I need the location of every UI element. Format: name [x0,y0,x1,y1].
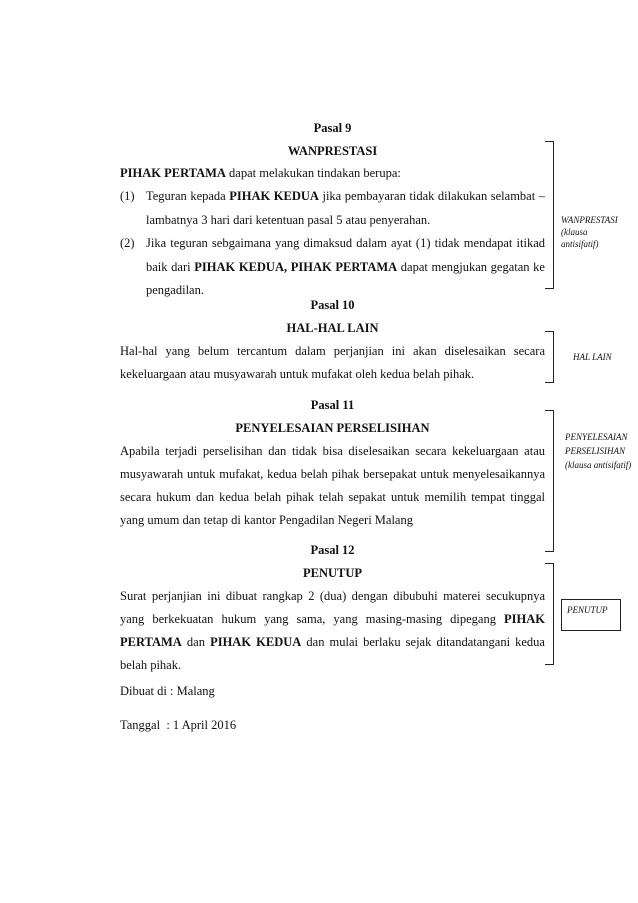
item-text: jika pembayaran tidak dilakukan selambat – lambatnya 3 hari dari ketentuan pasal 5 atau penyerahan. [146,189,545,227]
bracket-wanprestasi [545,141,554,289]
pasal-11-subtitle: PENYELESAIAN PERSELISIHAN [235,421,430,435]
item-number: (1) [120,189,135,203]
party-two-bold: PIHAK KEDUA [229,189,319,203]
party-one-bold: PIHAK PERTAMA [120,166,226,180]
item-text: Teguran kepada [146,189,230,203]
item-text: dapat mengjukan gegatan ke pengadilan. [146,259,545,297]
bracket-penutup [545,563,554,665]
party-one-bold: PIHAK PERTAMA [120,612,545,649]
pasal-9-item-2 [120,232,545,303]
body-text: Surat perjanjian ini dibuat rangkap 2 (dua) dengan dibubuhi materei secukupnya yang berkekuatan hukum yang sama, yang masing-masing dipegang [120,589,545,626]
body-text: dan [181,635,211,649]
annotation-penyelesaian [565,430,631,472]
annotation-text: (klausa antisifatif) [565,460,632,470]
parties-bold: PIHAK KEDUA, PIHAK PERTAMA [194,259,398,274]
pasal-10-subtitle: HAL-HAL LAIN [286,321,379,335]
pasal-12-body [120,585,545,677]
bracket-hal-lain [545,331,554,383]
annotation-text: PERSELISIHAN [565,446,625,456]
annotation-text: PENYELESAIAN [565,432,628,442]
pasal-9-title: Pasal 9 [313,121,352,135]
body-text: dan mulai berlaku sejak ditandatangani kedua belah pihak. [120,635,545,672]
party-two-bold: PIHAK KEDUA [210,635,302,649]
bracket-penyelesaian [545,410,554,552]
item-text: Jika teguran sebgaimana yang dimaksud dalam ayat (1) tidak mendapat itikad baik dari [146,236,545,274]
pasal-10-body: Hal-hal yang belum tercantum dalam perjanjian ini akan diselesaikan secara kekeluargaan atau musyawarah untuk mufakat oleh kedua belah pihak. [120,344,545,381]
place-line: Dibuat di : Malang [120,684,215,698]
annotation-text: WANPRESTASI [561,215,618,225]
annotation-hal-lain: HAL LAIN [573,352,612,362]
pasal-11-title: Pasal 11 [310,398,355,412]
pasal-9-intro-text: dapat melakukan tindakan berupa: [225,166,401,180]
pasal-11-body: Apabila terjadi perselisihan dan tidak bisa diselesaikan secara kekeluargaan atau musyawarah untuk mufakat, kedua belah pihak bersepakat untuk menyelesaikannya secara hukum dan kedua belah pihak telah sepakat untuk memilih tempat tinggal yang umum dan tetap di kantor Pengadilan Negeri Malang [120,444,545,527]
annotation-text: (klausa [561,227,588,237]
annotation-text: antisifatif) [561,239,599,249]
date-line: Tanggal : 1 April 2016 [120,718,237,732]
annotation-penutup-box: PENUTUP [561,599,621,631]
item-number: (2) [120,236,135,250]
pasal-9-intro [120,162,545,185]
pasal-12-subtitle: PENUTUP [302,566,363,580]
pasal-10-title: Pasal 10 [310,298,355,312]
pasal-9-item-1 [120,185,545,232]
annotation-wanprestasi [561,214,618,250]
pasal-9-subtitle: WANPRESTASI [287,144,378,158]
pasal-12-title: Pasal 12 [310,543,355,557]
